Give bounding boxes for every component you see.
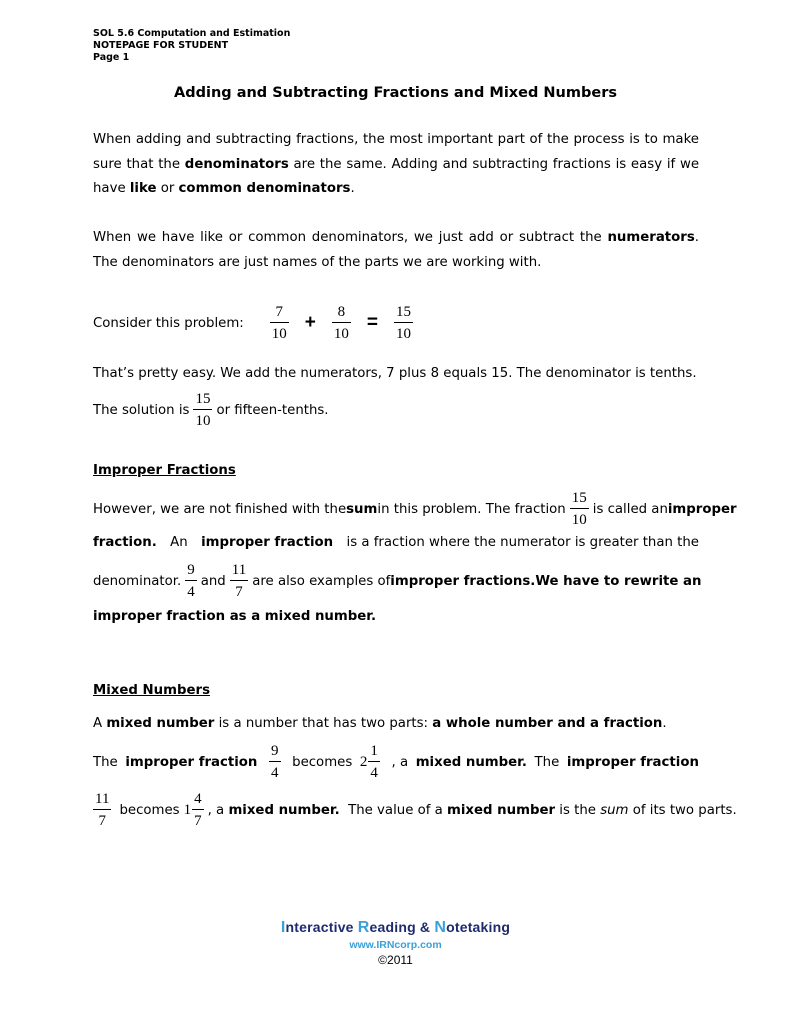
denominator: 10 <box>333 326 349 342</box>
improper-text: is a fraction where the numerator is greater than the <box>346 535 699 550</box>
solution-line <box>93 390 699 430</box>
mixed-number-two-and-one-fourth <box>360 742 384 782</box>
mixed-text: The <box>93 754 118 770</box>
mixed-text: , a <box>207 802 229 818</box>
fraction-fifteen-tenths <box>570 489 589 529</box>
improper-text: in this problem. The fraction <box>377 501 566 517</box>
term-like: like <box>129 181 157 196</box>
mixed-text: . <box>662 716 667 731</box>
numerator: 1 <box>370 743 378 759</box>
term-improper-fraction: improper fraction <box>125 754 258 770</box>
rewrite-instruction: We have to rewrite an <box>535 573 702 589</box>
term-mixed-number: mixed number. <box>415 754 527 770</box>
numerator: 15 <box>195 391 211 407</box>
mixed-text: is a number that has two parts: <box>214 716 433 731</box>
mixed-text: becomes <box>119 802 180 818</box>
header-page-number: Page 1 <box>93 52 130 63</box>
improper-text: is called an <box>592 501 668 517</box>
mixed-text: The <box>534 754 560 770</box>
improper-text: However, we are not finished with the <box>93 501 347 517</box>
numerator: 9 <box>271 743 279 759</box>
footer-copyright: ©2011 <box>378 953 413 967</box>
section-heading-improper-fractions: Improper Fractions <box>93 463 236 478</box>
improper-line-3 <box>93 561 702 601</box>
intro-text-1: When adding and subtracting fractions, the most important part of the process is to make sure that the <box>93 132 699 172</box>
mixed-text: , a <box>391 754 409 770</box>
equals-sign: = <box>366 312 378 333</box>
mixed-text: A <box>93 716 107 731</box>
page-header <box>93 28 290 64</box>
fraction-nine-fourths <box>185 561 197 601</box>
improper-text: denominator. <box>93 573 182 589</box>
numerator: 11 <box>95 791 110 807</box>
mixed-sum-sentence <box>208 803 737 818</box>
fraction-eleven-sevenths <box>230 561 248 601</box>
solution-text-1: The solution is <box>93 402 190 418</box>
irn-logo: Interactive Reading & Notetaking <box>280 919 511 936</box>
rewrite-instruction-end: improper fraction as a mixed number. <box>93 609 376 624</box>
intro-text-3: or <box>156 181 179 196</box>
numerator: 9 <box>187 562 195 578</box>
term-common-denominators: common denominators <box>178 181 351 196</box>
plus-sign: + <box>304 312 316 333</box>
footer <box>0 919 791 967</box>
denominator: 4 <box>370 765 378 781</box>
term-improper: improper <box>667 501 737 517</box>
intro-text-2: are the same. Adding and subtracting fractions is easy if we have <box>93 156 699 196</box>
denominator: 10 <box>195 413 211 429</box>
term-numerators: numerators <box>607 230 695 245</box>
denominator: 4 <box>271 765 279 781</box>
improper-line-2 <box>93 535 699 550</box>
term-improper-fraction: improper fraction <box>566 754 699 770</box>
term-whole-and-fraction: a whole number and a fraction <box>432 716 663 731</box>
mixed-text: becomes <box>292 754 353 770</box>
fraction-nine-fourths <box>269 742 281 782</box>
term-mixed-number: mixed number <box>106 716 215 731</box>
term-improper-fraction: improper fraction <box>201 535 334 550</box>
improper-text: are also examples of <box>252 573 391 589</box>
term-mixed-number: mixed number <box>447 802 556 818</box>
like-denominators-paragraph <box>93 226 699 275</box>
numerator: 11 <box>231 562 247 578</box>
footer-url: www.IRNcorp.com <box>349 939 442 951</box>
problem-label: Consider this problem: <box>93 315 244 331</box>
fraction-one-fourth <box>368 742 380 782</box>
solution-text-2: or fifteen-tenths. <box>216 402 329 418</box>
fraction-eleven-sevenths <box>93 790 111 830</box>
numerator: 15 <box>571 490 587 506</box>
fraction-fifteen-tenths <box>394 303 413 343</box>
term-sum-italic: sum <box>600 802 629 818</box>
mixed-text: The value of a <box>339 802 448 818</box>
whole-number: 1 <box>183 801 192 818</box>
numerator: 4 <box>194 791 202 807</box>
fraction-fifteen-tenths <box>193 390 212 430</box>
header-course: SOL 5.6 Computation and Estimation <box>93 28 291 39</box>
like-text-1: When we have like or common denominators, we just add or subtract the <box>93 230 608 245</box>
intro-text-4: . <box>350 181 355 196</box>
improper-line-1 <box>93 489 737 529</box>
mixed-definition <box>93 716 699 731</box>
problem-line <box>93 303 699 343</box>
term-denominators: denominators <box>184 156 289 172</box>
page-title: Adding and Subtracting Fractions and Mixed Numbers <box>174 85 617 101</box>
fraction-eight-tenths <box>332 303 351 343</box>
easy-line: That’s pretty easy. We add the numerators, 7 plus 8 equals 15. The denominator is tenths. <box>93 366 697 381</box>
denominator: 7 <box>194 813 202 829</box>
intro-paragraph <box>93 128 699 202</box>
denominator: 7 <box>235 584 243 600</box>
denominator: 10 <box>396 326 411 342</box>
numerator: 15 <box>396 304 411 320</box>
mixed-text: of its two parts. <box>628 802 737 818</box>
header-notepage: NOTEPAGE FOR STUDENT <box>93 40 229 51</box>
improper-text: An <box>170 535 188 550</box>
term-sum: sum <box>346 501 378 517</box>
mixed-example-line-1 <box>93 742 699 782</box>
numerator: 8 <box>337 304 346 320</box>
term-fraction: fraction. <box>93 535 157 550</box>
mixed-number-one-and-four-sevenths <box>184 790 208 830</box>
fraction-seven-tenths <box>270 303 289 343</box>
denominator: 10 <box>571 512 587 528</box>
mixed-example-line-2 <box>93 790 737 830</box>
mixed-text: is the <box>555 802 601 818</box>
section-heading-mixed-numbers: Mixed Numbers <box>93 683 210 698</box>
whole-number: 2 <box>359 753 368 770</box>
improper-line-4 <box>93 609 699 624</box>
term-mixed-number: mixed number. <box>228 802 340 818</box>
like-text-2: . The denominators are just names of the parts we are working with. <box>93 230 699 270</box>
denominator: 10 <box>271 326 287 342</box>
improper-text: and <box>200 573 226 589</box>
fraction-four-sevenths <box>192 790 204 830</box>
numerator: 7 <box>275 304 284 320</box>
term-improper-fractions: improper fractions. <box>390 573 536 589</box>
denominator: 4 <box>187 584 195 600</box>
denominator: 7 <box>98 813 106 829</box>
